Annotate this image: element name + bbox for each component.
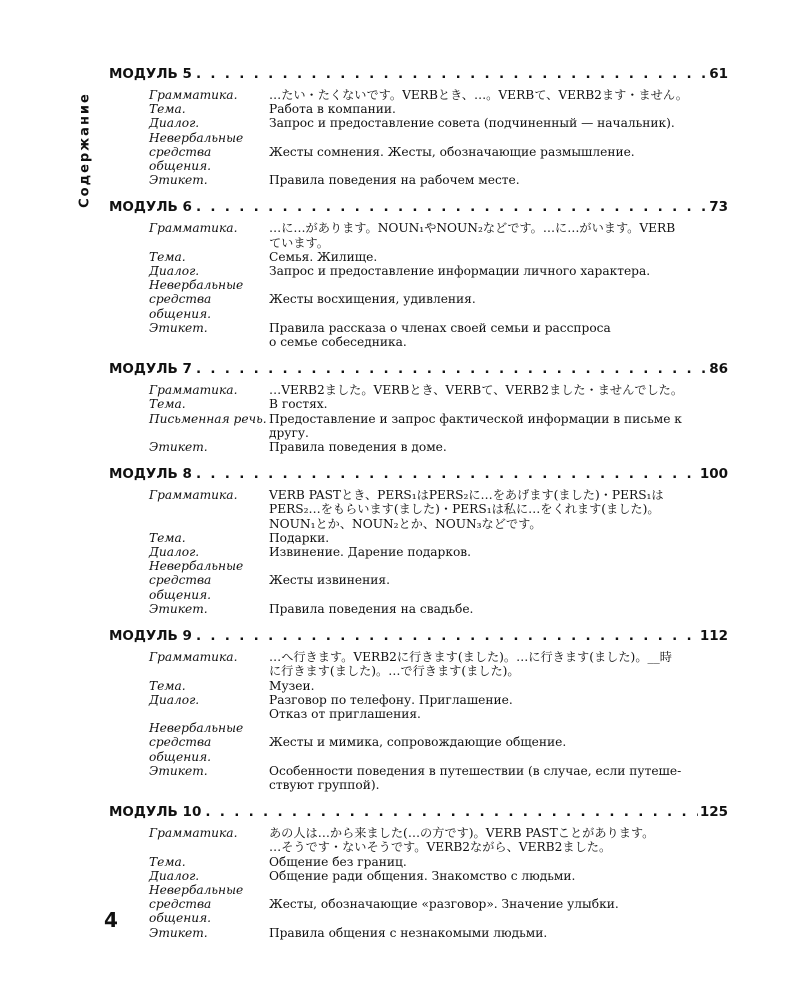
toc-entry-row <box>109 764 728 792</box>
entry-label: Диалог. <box>149 692 200 707</box>
entry-label: Тема. <box>149 397 186 412</box>
entry-label: Тема. <box>149 854 186 869</box>
table-of-contents <box>109 66 728 952</box>
toc-entry-row <box>109 488 728 531</box>
entry-value: Жесты извинения. <box>269 573 390 588</box>
entry-label: Тема. <box>149 678 186 693</box>
entry-value: …に…があります。NOUN₁やNOUN₂などです。…に…がいます。VERB ています。 <box>269 221 676 250</box>
entry-value: VERB PASTとき、PERS₁はPERS₂に…をあげます(ました)・PERS₁は PERS₂…をもらいます(ました)・PERS₁は私に…をくれます(ました)。 NOUN₁とか、NOUN₂とか、NOUN₃などです。 <box>269 488 664 531</box>
module-title: МОДУЛЬ 5 <box>109 66 192 82</box>
toc-entry-row <box>109 383 728 397</box>
toc-entry-row <box>109 116 728 130</box>
entry-value: Семья. Жилище. <box>269 249 378 264</box>
entry-label: Невербальные средства общения. <box>149 559 244 602</box>
entry-value: …へ行きます。VERB2に行きます(ました)。…に行きます(ました)。__時 に行きます(ました)。…で行きます(ました)。 <box>269 650 672 679</box>
toc-entry-row <box>109 602 728 616</box>
entry-label: Диалог. <box>149 264 200 279</box>
toc-entry-row <box>109 397 728 411</box>
entry-label: Грамматика. <box>149 88 238 102</box>
toc-entry-row <box>109 278 728 321</box>
entry-value: Особенности поведения в путешествии (в случае, если путеше- ствуют группой). <box>269 763 682 792</box>
entry-value: Музеи. <box>269 678 315 693</box>
module-title: МОДУЛЬ 10 <box>109 804 202 821</box>
toc-entry-row <box>109 412 728 440</box>
toc-entry-row <box>109 545 728 559</box>
toc-entry-row <box>109 650 728 678</box>
entry-label: Тема. <box>149 249 186 264</box>
toc-entry-row <box>109 693 728 721</box>
toc-entry-row <box>109 826 728 854</box>
entry-label: Грамматика. <box>149 221 238 236</box>
dot-leader <box>196 466 698 482</box>
entry-label: Этикет. <box>149 601 208 616</box>
dot-leader <box>196 628 698 644</box>
entry-value: Запрос и предоставление информации личного характера. <box>269 264 651 279</box>
entry-label: Этикет. <box>149 320 208 335</box>
toc-entry-row <box>109 883 728 926</box>
module-page-number: 112 <box>699 628 728 645</box>
toc-entry-row <box>109 221 728 249</box>
entry-label: Невербальные средства общения. <box>149 278 244 321</box>
entry-value: Извинение. Дарение подарков. <box>269 545 472 560</box>
entry-value: Разговор по телефону. Приглашение. Отказ от приглашения. <box>269 692 513 721</box>
entry-value: Запрос и предоставление совета (подчиненный — начальник). <box>269 116 675 131</box>
entry-label: Диалог. <box>149 868 200 883</box>
entry-value: Правила поведения на свадьбе. <box>269 601 474 616</box>
module-title: МОДУЛЬ 8 <box>109 466 192 483</box>
entry-value: …VERB2ました。VERBとき、VERBて、VERB2ました・ませんでした。 <box>269 383 684 398</box>
module-heading[interactable] <box>109 466 728 488</box>
module-page-number: 61 <box>709 66 728 82</box>
toc-entry-row <box>109 926 728 940</box>
entry-value: Правила поведения на рабочем месте. <box>269 173 520 188</box>
entry-value: Жесты восхищения, удивления. <box>269 292 476 307</box>
entry-value: Общение без границ. <box>269 854 407 869</box>
toc-entry-row <box>109 679 728 693</box>
entry-label: Грамматика. <box>149 488 238 503</box>
toc-entry-row <box>109 869 728 883</box>
entry-label: Этикет. <box>149 925 208 940</box>
toc-entry-row <box>109 250 728 264</box>
page-number: 4 <box>104 908 118 932</box>
toc-module <box>109 361 728 454</box>
module-title: МОДУЛЬ 7 <box>109 361 192 378</box>
entry-label: Этикет. <box>149 763 208 778</box>
toc-entry-row <box>109 855 728 869</box>
entry-label: Невербальные средства общения. <box>149 721 244 764</box>
module-page-number: 73 <box>709 199 728 216</box>
entry-label: Грамматика. <box>149 383 238 398</box>
entry-value: あの人は…から来ました(…の方です)。VERB PASTことがあります。 …そうです・ないそうです。VERB2ながら、VERB2ました。 <box>269 826 655 855</box>
entry-value: Правила поведения в доме. <box>269 440 447 455</box>
toc-entry-row <box>109 88 728 102</box>
toc-entry-row <box>109 264 728 278</box>
entry-label: Невербальные средства общения. <box>149 130 244 174</box>
entry-value: Предоставление и запрос фактической информации в письме к другу. <box>269 411 682 440</box>
module-title: МОДУЛЬ 6 <box>109 199 192 216</box>
toc-entry-row <box>109 102 728 116</box>
entry-label: Грамматика. <box>149 650 238 665</box>
dot-leader <box>205 804 697 820</box>
entry-label: Тема. <box>149 530 186 545</box>
entry-value: Общение ради общения. Знакомство с людьми. <box>269 868 576 883</box>
entry-value: Правила рассказа о членах своей семьи и расспроса о семье собеседника. <box>269 320 611 350</box>
entry-value: …たい・たくないです。VERBとき、…。VERBて、VERB2ます・ません。 <box>269 88 688 102</box>
entry-label: Этикет. <box>149 173 208 188</box>
entry-value: Правила общения с незнакомыми людьми. <box>269 925 548 940</box>
entry-label: Невербальные средства общения. <box>149 882 244 926</box>
toc-module <box>109 199 728 349</box>
side-section-label-text: Содержание <box>77 92 93 208</box>
dot-leader <box>196 361 707 377</box>
side-section-label <box>74 70 96 230</box>
entry-label: Диалог. <box>149 116 200 131</box>
entry-value: Подарки. <box>269 530 330 545</box>
module-page-number: 125 <box>699 804 728 821</box>
entry-label: Этикет. <box>149 440 208 455</box>
entry-label: Тема. <box>149 102 186 117</box>
entry-label: Грамматика. <box>149 826 238 841</box>
entry-value: Жесты и мимика, сопровождающие общение. <box>269 735 567 750</box>
toc-entry-row <box>109 440 728 454</box>
toc-module <box>109 66 728 187</box>
module-heading[interactable] <box>109 199 728 221</box>
toc-entry-row <box>109 321 728 349</box>
module-heading[interactable] <box>109 66 728 88</box>
toc-module <box>109 804 728 940</box>
entry-label: Письменная речь. <box>149 411 267 426</box>
toc-module <box>109 628 728 792</box>
entry-value: В гостях. <box>269 397 328 412</box>
toc-module <box>109 466 728 616</box>
toc-entry-row <box>109 721 728 764</box>
entry-label: Диалог. <box>149 545 200 560</box>
module-heading[interactable] <box>109 804 728 826</box>
dot-leader <box>196 199 707 215</box>
toc-entry-row <box>109 131 728 174</box>
toc-entry-row <box>109 531 728 545</box>
module-page-number: 100 <box>699 466 728 483</box>
module-title: МОДУЛЬ 9 <box>109 628 192 645</box>
module-heading[interactable] <box>109 361 728 383</box>
module-page-number: 86 <box>709 361 728 378</box>
entry-value: Жесты сомнения. Жесты, обозначающие размышление. <box>269 144 635 159</box>
entry-value: Работа в компании. <box>269 102 396 117</box>
toc-entry-row <box>109 173 728 187</box>
module-heading[interactable] <box>109 628 728 650</box>
entry-value: Жесты, обозначающие «разговор». Значение улыбки. <box>269 897 619 912</box>
toc-entry-row <box>109 559 728 602</box>
dot-leader <box>196 66 707 82</box>
